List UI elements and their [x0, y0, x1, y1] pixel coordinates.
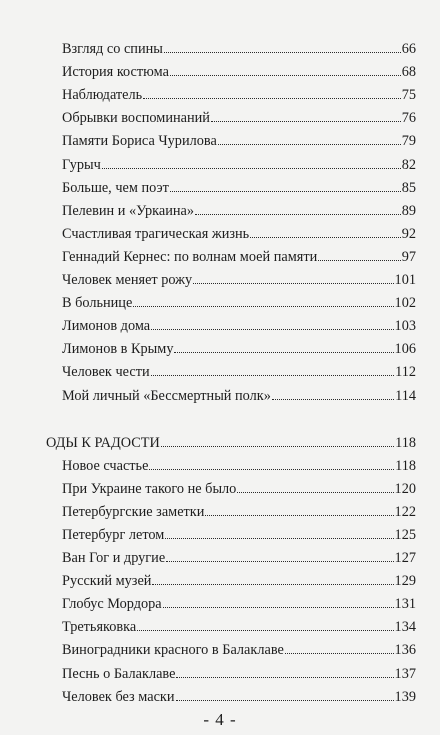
toc-entry-title: Лимонов в Крыму	[62, 341, 174, 358]
toc-entry	[46, 635, 416, 658]
toc-entry-page: 79	[401, 133, 416, 150]
toc-section-heading	[46, 428, 416, 451]
toc-entry	[46, 219, 416, 242]
dot-leader	[151, 375, 394, 376]
dot-leader	[193, 283, 393, 284]
toc-entry-title: Третьяковка	[62, 619, 137, 636]
toc-entry	[46, 589, 416, 612]
toc-entry-page: 106	[394, 341, 416, 358]
toc-entry-page: 75	[401, 87, 416, 104]
toc-entry-title: В больнице	[62, 295, 133, 312]
toc-entry-page: 76	[401, 110, 416, 127]
dot-leader	[211, 121, 401, 122]
toc-entry-title: Глобус Мордора	[62, 596, 162, 613]
toc-entry	[46, 682, 416, 705]
dot-leader	[205, 515, 393, 516]
dot-leader	[164, 52, 401, 53]
toc-entry-title: Виноградники красного в Балаклаве	[62, 642, 284, 659]
toc-entry	[46, 520, 416, 543]
toc-entry-title: Больше, чем поэт	[62, 179, 169, 196]
dot-leader	[318, 260, 400, 261]
toc-entry	[46, 242, 416, 265]
toc-entry	[46, 612, 416, 635]
toc-entry-title: История костюма	[62, 64, 169, 81]
toc-entry-page: 103	[394, 318, 416, 335]
toc-entry	[46, 103, 416, 126]
toc-entry-page: 66	[401, 41, 416, 58]
dot-leader	[143, 98, 401, 99]
toc-entry-title: Лимонов дома	[62, 318, 151, 335]
toc-entry	[46, 334, 416, 357]
toc-entry-title: Человек чести	[62, 364, 150, 381]
dot-leader	[163, 607, 394, 608]
toc-entry-page: 97	[401, 248, 416, 265]
toc-entry-page: 101	[394, 272, 416, 289]
toc-entry-page: 129	[394, 573, 416, 590]
toc-entry	[46, 566, 416, 589]
toc-entry-title: Петербургские заметки	[62, 503, 205, 520]
toc-entry-title: Наблюдатель	[62, 87, 143, 104]
toc-entry-title: Обрывки воспоминаний	[62, 110, 210, 127]
toc-entry-page: 120	[394, 480, 416, 497]
dot-leader	[133, 306, 393, 307]
dot-leader	[152, 584, 393, 585]
dot-leader	[218, 144, 401, 145]
dot-leader	[170, 191, 401, 192]
toc-entry-title: Русский музей	[62, 573, 152, 590]
toc-entry-title: Счастливая трагическая жизнь	[62, 225, 250, 242]
toc-entry-page: 114	[395, 387, 416, 404]
dot-leader	[166, 561, 393, 562]
toc-entry	[46, 126, 416, 149]
toc-entry-title: Геннадий Кернес: по волнам моей памяти	[62, 248, 318, 265]
toc-entry	[46, 288, 416, 311]
toc-entry-page: 131	[394, 596, 416, 613]
dot-leader	[285, 653, 394, 654]
toc-entry	[46, 34, 416, 57]
toc-entry-title: Пелевин и «Уркаина»	[62, 202, 195, 219]
dot-leader	[176, 677, 393, 678]
toc-entry	[46, 149, 416, 172]
toc-entry	[46, 196, 416, 219]
toc-entry-page: 137	[394, 665, 416, 682]
dot-leader	[170, 75, 401, 76]
toc-entry	[46, 173, 416, 196]
toc-entry-page: 125	[394, 526, 416, 543]
dot-leader	[195, 214, 401, 215]
toc-entry-page: 139	[394, 688, 416, 705]
toc-entry-page: 122	[394, 503, 416, 520]
toc-entry-title: Гурыч	[62, 156, 101, 173]
toc-entry-title: Мой личный «Бессмертный полк»	[62, 387, 271, 404]
toc-entry-page: 92	[401, 225, 416, 242]
toc-entry	[46, 357, 416, 380]
toc-entry	[46, 497, 416, 520]
dot-leader	[161, 446, 394, 447]
dot-leader	[176, 700, 394, 701]
toc-entry-page: 102	[394, 295, 416, 312]
dot-leader	[165, 538, 393, 539]
dot-leader	[102, 168, 401, 169]
toc-entry-page: 127	[394, 550, 416, 567]
toc-section-title: ОДЫ К РАДОСТИ	[46, 434, 160, 451]
toc-entry-page: 89	[401, 202, 416, 219]
section-gap	[46, 404, 416, 428]
toc-entry-page: 82	[401, 156, 416, 173]
toc-entry-page: 85	[401, 179, 416, 196]
toc-entry-title: Ван Гог и другие	[62, 550, 166, 567]
toc-entry-title: Песнь о Балаклаве	[62, 665, 176, 682]
toc-entry-title: Человек меняет рожу	[62, 272, 193, 289]
dot-leader	[237, 492, 393, 493]
toc-entry-page: 134	[394, 619, 416, 636]
toc-entry-page: 68	[401, 64, 416, 81]
page-number: - 4 -	[203, 710, 237, 729]
toc-entry	[46, 658, 416, 681]
toc-entry	[46, 311, 416, 334]
toc-entry-title: Памяти Бориса Чурилова	[62, 133, 217, 150]
table-of-contents	[46, 34, 416, 705]
dot-leader	[149, 469, 394, 470]
toc-entry	[46, 474, 416, 497]
dot-leader	[250, 237, 400, 238]
toc-entry	[46, 543, 416, 566]
toc-entry	[46, 265, 416, 288]
toc-entry-page: 112	[395, 364, 416, 381]
toc-entry	[46, 57, 416, 80]
toc-entry-page: 136	[394, 642, 416, 659]
dot-leader	[272, 399, 394, 400]
toc-entry	[46, 451, 416, 474]
toc-entry-title: Петербург летом	[62, 526, 165, 543]
toc-entry	[46, 380, 416, 403]
toc-entry-page: 118	[395, 457, 416, 474]
toc-entry-title: При Украине такого не было	[62, 480, 237, 497]
toc-section-page: 118	[395, 434, 416, 451]
toc-entry-title: Человек без маски	[62, 688, 175, 705]
dot-leader	[174, 352, 393, 353]
toc-entry-title: Новое счастье	[62, 457, 149, 474]
dot-leader	[151, 329, 393, 330]
toc-entry	[46, 80, 416, 103]
dot-leader	[137, 630, 393, 631]
toc-entry-title: Взгляд со спины	[62, 41, 163, 58]
